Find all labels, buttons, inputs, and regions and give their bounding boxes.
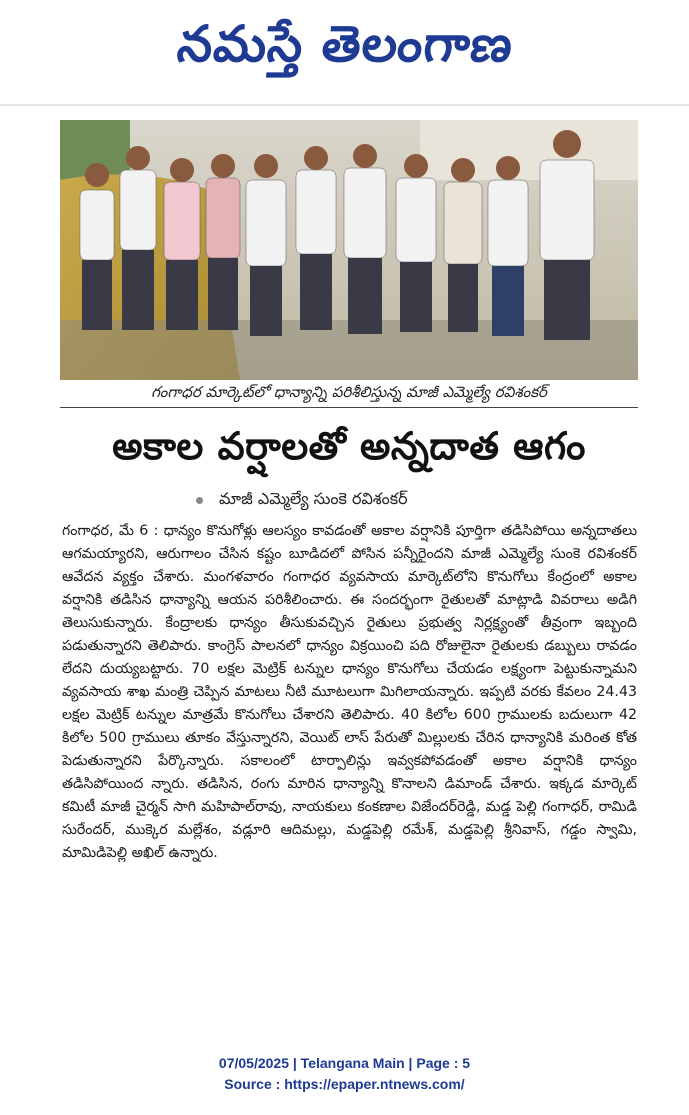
footer-date-page: 07/05/2025 | Telangana Main | Page : 5 <box>218 1055 471 1071</box>
masthead <box>0 0 689 100</box>
article-headline: అకాల వర్షాలతో అన్నదాత ఆగం <box>112 424 586 468</box>
article-byline <box>196 488 408 512</box>
masthead-divider <box>0 104 689 106</box>
bullet-icon <box>196 497 203 504</box>
photo-caption: గంగాధర మార్కెట్‌లో ధాన్యాన్ని పరిశీలిస్తున్న మాజీ ఎమ్మెల్యే రవిశంకర్ <box>60 381 638 408</box>
byline-text: మాజీ ఎమ్మెల్యే సుంకె రవిశంకర్ <box>219 488 408 508</box>
newspaper-logo: నమస్తే తెలంగాణ <box>174 14 517 73</box>
article-body: గంగాధర, మే 6 : ధాన్యం కొనుగోళ్లు ఆలస్యం కావడంతో అకాల వర్షానికి పూర్తిగా తడిసిపోయి అన్నదాతలు ఆగమయ్యారని, ఆరుగాలం చేసిన కష్టం బూడిదలో పోసిన పన్నీరైందని మాజీ ఎమ్మెల్యే సుంకె రవిశంకర్ ఆవేదన వ్యక్తం చేశారు. మంగళవారం గంగాధర వ్యవసాయ మార్కెట్‌లోని కొనుగోలు కేంద్రంలో అకాల వర్షానికి తడిసిన ధాన్యాన్ని ఆయన పరిశీలించారు. ఈ సందర్భంగా రైతులతో మాట్లాడి వివరాలు అడిగి తెలుసుకున్నారు. కేంద్రాలకు ధాన్యం తీసుకువచ్చిన రైతులు ప్రభుత్వ నిర్లక్ష్యంతో తీవ్రంగా ఇబ్బంది పడుతున్నారని తెలిపారు. కాంగ్రెస్ పాలనలో ధాన్యం విక్రయించి పది రోజులైనా రైతులకు డబ్బులు రావడం లేదని దుయ్యబట్టారు. 70 లక్షల మెట్రిక్ టన్నుల ధాన్యం కొనుగోలు చేయడం లక్ష్యంగా పెట్టుకున్నామని వ్యవసాయ శాఖ మంత్రి చెప్పిన మాటలు నీటి మూటలుగా మిగిలాయన్నారు. ఇప్పటి వరకు కేవలం 24.43 లక్షల మెట్రిక్ టన్నుల మాత్రమే కొనుగోలు చేశారని తెలిపారు. 40 కిలోల 600 గ్రాములకు బదులుగా 42 కిలోల 500 గ్రాములు తూకం వేస్తున్నారని, వెయిట్ లాస్ పేరుతో మిల్లులకు చేరిన ధాన్యానికి మరింత కోత పెడుతున్నారని పేర్కొన్నారు. సకాలంలో టార్పాలిన్లు ఇవ్వకపోవడంతో అకాల వర్షానికి ధాన్యం తడిసిపోయింద న్నారు. తడిసిన, రంగు మారిన ధాన్యాన్ని కొనాలని డిమాండ్ చేశారు. ఇక్కడ మార్కెట్ కమిటీ మాజీ చైర్మన్ సాగి మహిపాల్‌రావు, నాయకులు కంకణాల విజేందర్‌రెడ్డి, మడ్డ పెల్లి గంగాధర్, రామిడి సురేందర్, ముక్కెర మల్లేశం, వడ్లూరి ఆదిమల్లు, మడ్డపెల్లి రమేశ్, మడ్డపెల్లి శ్రీనివాస్, గడ్డం స్వామి, మామిడిపెల్లి అఖిల్ ఉన్నారు. <box>62 523 637 861</box>
news-photo <box>60 120 638 380</box>
group-photo-icon <box>60 120 638 380</box>
footer-source: Source : https://epaper.ntnews.com/ <box>224 1076 465 1092</box>
